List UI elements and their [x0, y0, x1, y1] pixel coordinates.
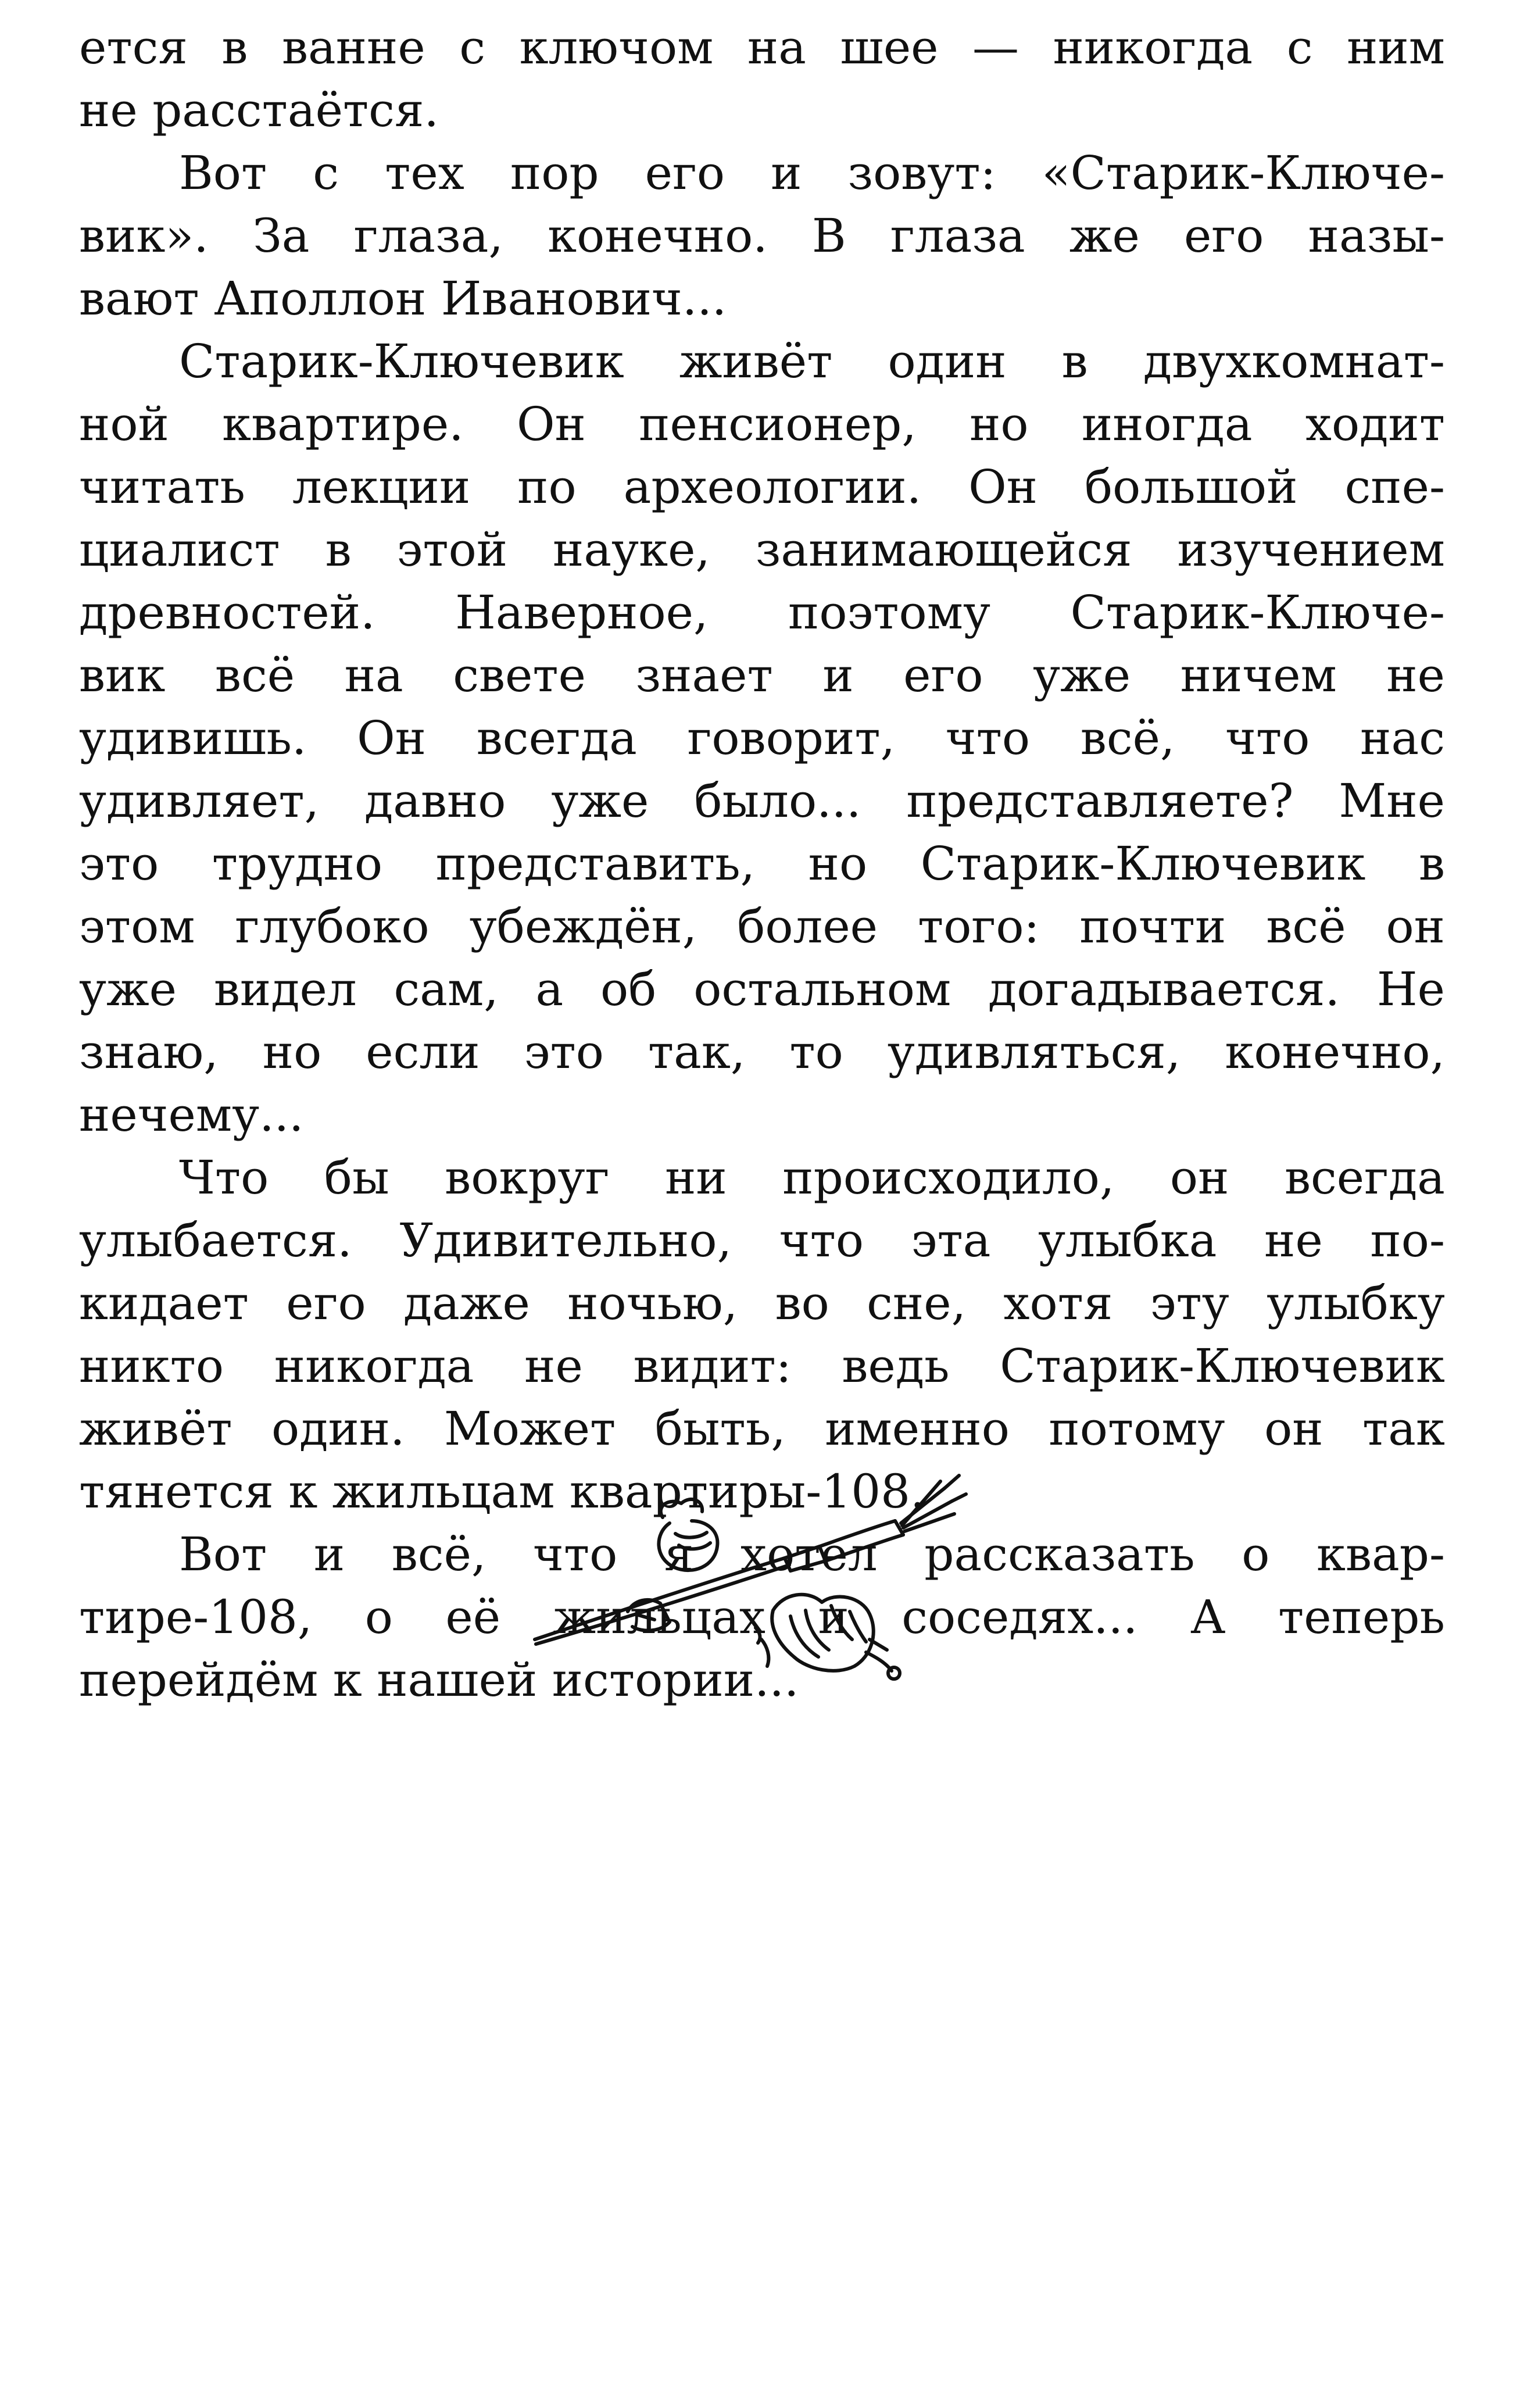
text-line: тире-108, о её жильцах и соседях... А теперь	[79, 1590, 1445, 1644]
text-line: вик». За глаза, конечно. В глаза же его назы-	[79, 209, 1445, 263]
paragraph-1	[79, 16, 1445, 142]
text-line: циалист в этой науке, занимающейся изучением	[79, 523, 1445, 577]
text-line: ной квартире. Он пенсионер, но иногда ходит	[79, 397, 1445, 451]
text-line: Что бы вокруг ни происходило, он всегда	[179, 1151, 1445, 1205]
text-line: никто никогда не видит: ведь Старик-Ключевик	[79, 1339, 1445, 1393]
text-line: улыбается. Удивительно, что эта улыбка не по-	[79, 1213, 1445, 1267]
text-line: это трудно представить, но Старик-Ключевик в	[79, 837, 1445, 891]
text-line: Вот с тех пор его и зовут: «Старик-Ключе-	[179, 146, 1445, 200]
text-line: удивляет, давно уже было... представляете? Мне	[79, 774, 1445, 828]
paragraph-2	[79, 142, 1445, 330]
paragraph-3	[79, 330, 1445, 1146]
text-line: не расстаётся.	[79, 83, 439, 137]
text-line: уже видел сам, а об остальном догадывается. Не	[79, 962, 1445, 1016]
text-line: нечему...	[79, 1088, 304, 1142]
text-line: Старик-Ключевик живёт один в двухкомнат-	[179, 334, 1445, 388]
body-text	[79, 16, 1445, 1712]
text-line: знаю, но если это так, то удивляться, конечно,	[79, 1025, 1445, 1079]
text-line: Вот и всё, что я хотел рассказать о квар-	[179, 1527, 1445, 1581]
text-line: тянется к жильцам квартиры-108.	[79, 1464, 925, 1519]
text-line: этом глубоко убеждён, более того: почти всё он	[79, 899, 1445, 953]
text-line: перейдём к нашей истории...	[79, 1653, 799, 1707]
text-line: кидает его даже ночью, во сне, хотя эту улыбку	[79, 1276, 1445, 1330]
text-line: живёт один. Может быть, именно потому он так	[79, 1402, 1445, 1456]
text-line: вик всё на свете знает и его уже ничем не	[79, 648, 1445, 702]
text-line: древностей. Наверное, поэтому Старик-Ключе-	[79, 585, 1445, 639]
text-line: читать лекции по археологии. Он большой спе-	[79, 460, 1445, 514]
brush-and-shards-icon	[517, 1465, 1006, 1686]
text-line: ется в ванне с ключом на шее — никогда с ним	[79, 20, 1445, 74]
text-line: удивишь. Он всегда говорит, что всё, что нас	[79, 711, 1445, 765]
text-line: вают Аполлон Иванович...	[79, 271, 727, 326]
